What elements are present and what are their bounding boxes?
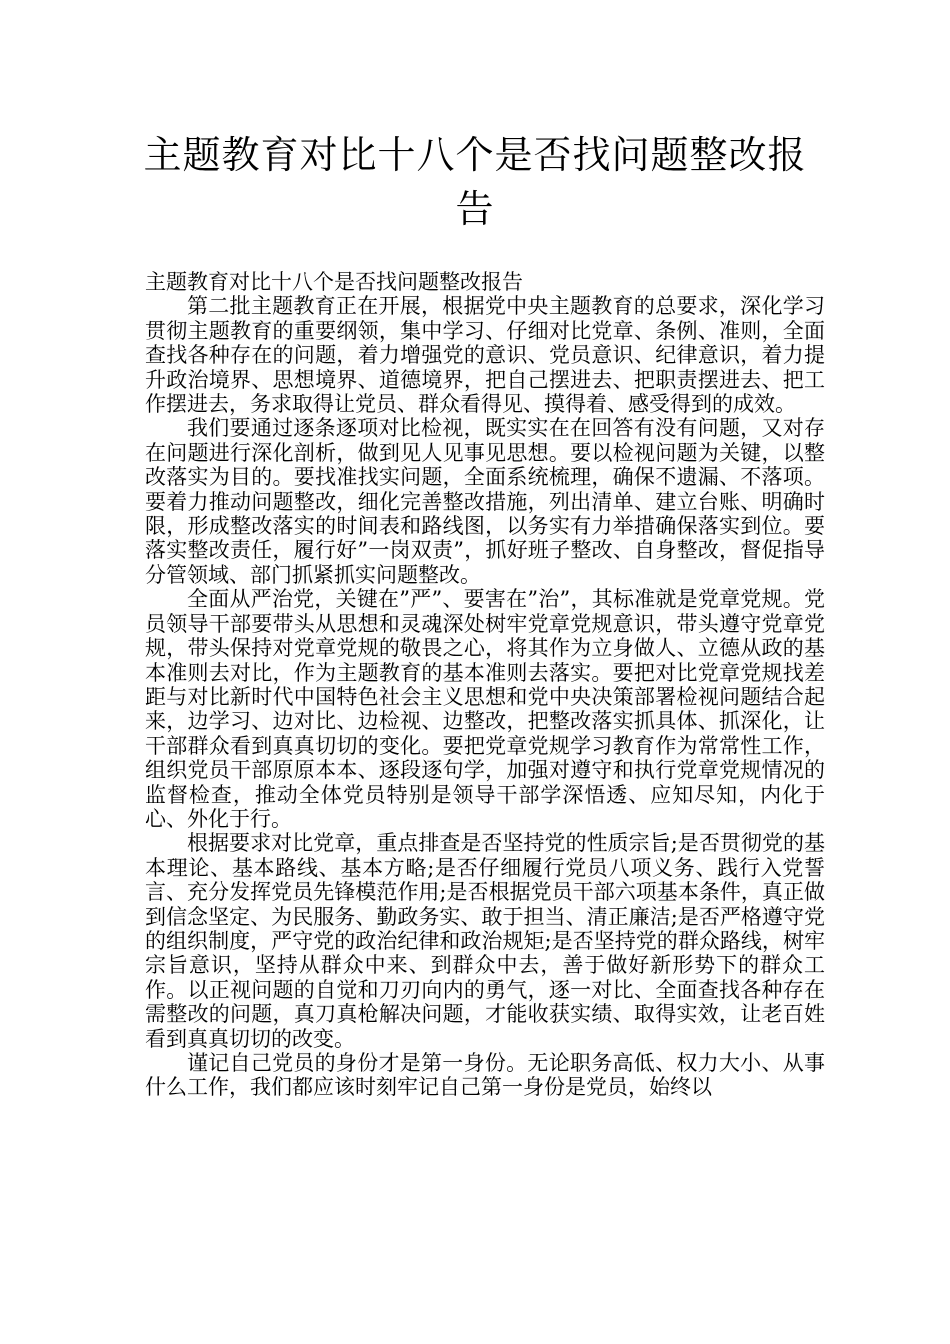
paragraph: 全面从严治党，关键在”严”、要害在”治”，其标准就是党章党规。党员领导干部要带头从思想和灵魂深处树牢党章党规意识，带头遵守党章党规，带头保持对党章党规的敬畏之心，将其作为立身做人、立德从政的基本准则去对比，作为主题教育的基本准则去落实。要把对比党章党规找差距与对比新时代中国特色社会主义思想和党中央决策部署检视问题结合起来，边学习、边对比、边检视、边整改，把整改落实抓具体、抓深化，让干部群众看到真真切切的变化。要把党章党规学习教育作为常常性工作，组织党员干部原原本本、逐段逐句学，加强对遵守和执行党章党规情况的监督检查，推动全体党员特别是领导干部学深悟透、应知尽知，内化于心、外化于行。 [145, 587, 825, 831]
document-title: 主题教育对比十八个是否找问题整改报告 [143, 133, 807, 231]
paragraph: 第二批主题教育正在开展，根据党中央主题教育的总要求，深化学习贯彻主题教育的重要纲领，集中学习、仔细对比党章、条例、准则，全面查找各种存在的问题，着力增强党的意识、党员意识、纪律意识，着力提升政治境界、思想境界、道德境界，把自己摆进去、把职责摆进去、把工作摆进去，务求取得让党员、群众看得见、摸得着、感受得到的成效。 [145, 294, 825, 417]
paragraph: 根据要求对比党章，重点排查是否坚持党的性质宗旨;是否贯彻党的基本理论、基本路线、基本方略;是否仔细履行党员八项义务、践行入党誓言、充分发挥党员先锋模范作用;是否根据党员干部六项基本条件，真正做到信念坚定、为民服务、勤政务实、敢于担当、清正廉洁;是否严格遵守党的组织制度，严守党的政治纪律和政治规矩;是否坚持党的群众路线，树牢宗旨意识，坚持从群众中来、到群众中去，善于做好新形势下的群众工作。以正视问题的自觉和刀刃向内的勇气，逐一对比、全面查找各种存在需整改的问题，真刀真枪解决问题，才能收获实绩、取得实效，让老百姓看到真真切切的改变。 [145, 831, 825, 1051]
paragraph: 我们要通过逐条逐项对比检视，既实实在在回答有没有问题，又对存在问题进行深化剖析，做到见人见事见思想。要以检视问题为关键，以整改落实为目的。要找准找实问题，全面系统梳理，确保不遗漏、不落项。要着力推动问题整改，细化完善整改措施，列出清单、建立台账、明确时限，形成整改落实的时间表和路线图，以务实有力举措确保落实到位。要落实整改责任，履行好”一岗双责”，抓好班子整改、自身整改，督促指导分管领域、部门抓紧抓实问题整改。 [145, 416, 825, 587]
document-subtitle-line: 主题教育对比十八个是否找问题整改报告 [145, 270, 523, 294]
document-body [145, 270, 825, 1100]
paragraph: 谨记自己党员的身份才是第一身份。无论职务高低、权力大小、从事什么工作，我们都应该时刻牢记自己第一身份是党员，始终以 [145, 1051, 825, 1100]
